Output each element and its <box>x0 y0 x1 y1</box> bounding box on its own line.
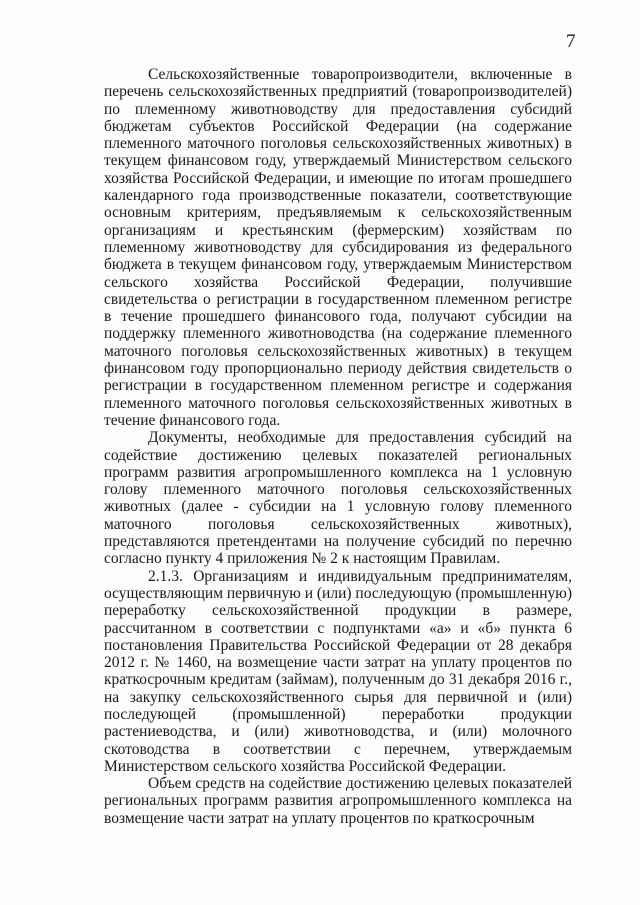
paragraph-funding-volume: Объем средств на содействие достижению целевых показателей региональных программ развития агропромышленного комплекса на возмещение части затрат на уплату процентов по краткосрочным <box>104 775 572 827</box>
paragraph-2-1-3: 2.1.3. Организациям и индивидуальным предпринимателям, осуществляющим первичную и (или) последующую (промышленную) переработку сельскохозяйственной продукции в размере, рассчитанном в соответствии с подпунктами «а» и «б» пункта 6 постановления Правительства Российской Федерации от 28 декабря 2012 г. № 1460, на возмещение части затрат на уплату процентов по краткосрочным кредитам (займам), полученным до 31 декабря 2016 г., на закупку сельскохозяйственного сырья для первичной и (или) последующей (промышленной) переработки продукции растениеводства, и (или) животноводства, и (или) молочного скотоводства в соответствии с перечнем, утверждаемым Министерством сельского хозяйства Российской Федерации. <box>104 567 573 775</box>
page-number: 7 <box>566 31 576 52</box>
paragraph-documents: Документы, необходимые для предоставления субсидий на содействие достижению целевых показателей региональных программ развития агропромышленного комплекса на 1 условную голову племенного маточного поголовья сельскохозяйственных животных (далее - субсидии на 1 условную голову племенного маточного поголовья сельскохозяйственных животных), представляются претендентами на получение субсидий по перечню согласно пункту 4 приложения № 2 к настоящим Правилам. <box>104 429 572 568</box>
paragraph-breeding-producers: Сельскохозяйственные товаропроизводители, включенные в перечень сельскохозяйственных предприятий (товаропроизводителей) по племенному животноводству для предоставления субсидий бюджетам субъектов Российской Федерации (на содержание племенного маточного поголовья сельскохозяйственных животных) в текущем финансовом году, утверждаемый Министерством сельского хозяйства Российской Федерации, и имеющие по итогам прошедшего календарного года производственные показатели, соответствующие основным критериям, предъявляемым к сельскохозяйственным организациям и крестьянским (фермерским) хозяйствам по племенному животноводству для субсидирования из федерального бюджета в текущем финансовом году, утверждаемым Министерством сельского хозяйства Российской Федерации, получившие свидетельства о регистрации в государственном племенном регистре в течение прошедшего финансового года, получают субсидии на поддержку племенного животноводства (на содержание племенного маточного поголовья сельскохозяйственных животных) в текущем финансовом году пропорционально периоду действия свидетельств о регистрации в государственном племенном регистре и содержания племенного маточного поголовья сельскохозяйственных животных в течение финансового года. <box>104 66 572 429</box>
document-body <box>104 66 572 827</box>
